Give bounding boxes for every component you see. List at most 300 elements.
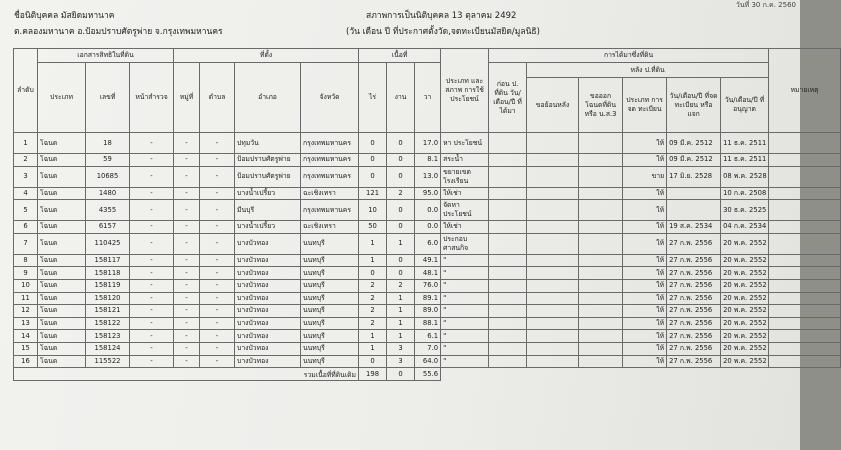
cell-usage: " [441, 342, 489, 355]
cell-reg-type: ให้ [623, 355, 667, 368]
row-no: 15 [14, 342, 38, 355]
cell-province: กรุงเทพมหานคร [301, 133, 359, 154]
cell-deed-request [579, 166, 623, 187]
cell-survey-page: - [130, 166, 174, 187]
cell-reg-type: ให้ [623, 187, 667, 200]
cell-deed-request [579, 305, 623, 318]
cell-survey-page: - [130, 330, 174, 343]
cell-rai: 121 [359, 187, 387, 200]
cell-reg-type: ให้ [623, 292, 667, 305]
cell-province: นนทบุรี [301, 267, 359, 280]
col-before-land-code: ก่อน ป. ที่ดิน วัน/ เดือน/ปี ที่ ได้มา [489, 63, 527, 133]
cell-wa: 6.0 [415, 233, 441, 254]
cell-tambon: - [200, 187, 235, 200]
cell-claim [527, 342, 579, 355]
cell-tambon: - [200, 221, 235, 234]
cell-tambon: - [200, 330, 235, 343]
cell-usage: จัดหา ประโยชน์ [441, 200, 489, 221]
entity-address: ต.คลองมหานาค อ.ป้อมปราบศัตรูพ่าย จ.กรุงเทพมหานคร [14, 27, 223, 37]
cell-permit-date: 20 พ.ค. 2552 [721, 305, 769, 318]
cell-reg-type: ขาย [623, 166, 667, 187]
cell-tambon: - [200, 267, 235, 280]
row-no: 1 [14, 133, 38, 154]
cell-wa: 89.0 [415, 305, 441, 318]
row-no: 8 [14, 254, 38, 267]
cell-usage: ให้เช่า [441, 187, 489, 200]
cell-deed-request [579, 292, 623, 305]
col-doc-type: ประเภท [38, 63, 86, 133]
cell-amphoe: มีนบุรี [235, 200, 301, 221]
cell-before [489, 200, 527, 221]
cell-before [489, 166, 527, 187]
cell-doc-no: 158120 [86, 292, 130, 305]
cell-doc-no: 158123 [86, 330, 130, 343]
cell-ngan: 2 [387, 187, 415, 200]
col-survey-page: หน้าสำรวจ [130, 63, 174, 133]
col-ngan: งาน [387, 63, 415, 133]
cell-deed-request [579, 221, 623, 234]
col-permit-date: วัน/เดือน/ปี ที่อนุญาต [721, 78, 769, 133]
cell-tambon: - [200, 200, 235, 221]
cell-rai: 1 [359, 254, 387, 267]
cell-remarks [769, 200, 841, 221]
cell-ngan: 2 [387, 279, 415, 292]
col-doc-no: เลขที่ [86, 63, 130, 133]
cell-survey-page: - [130, 233, 174, 254]
cell-moo: - [174, 292, 200, 305]
page-date: วันที่ 30 ก.ค. 2560 [735, 1, 796, 9]
cell-rai: 0 [359, 166, 387, 187]
cell-before [489, 221, 527, 234]
cell-permit-date: 10 ก.ค. 2508 [721, 187, 769, 200]
cell-wa: 6.1 [415, 330, 441, 343]
cell-province: ฉะเชิงเทรา [301, 221, 359, 234]
cell-doc-no: 6157 [86, 221, 130, 234]
cell-usage: " [441, 292, 489, 305]
cell-before [489, 254, 527, 267]
cell-amphoe: บางบัวทอง [235, 292, 301, 305]
cell-before [489, 267, 527, 280]
cell-permit-date: 20 พ.ค. 2552 [721, 330, 769, 343]
cell-reg-date: 27 ก.พ. 2556 [667, 305, 721, 318]
cell-wa: 8.1 [415, 154, 441, 167]
cell-amphoe: บางบัวทอง [235, 279, 301, 292]
row-no: 12 [14, 305, 38, 318]
cell-ngan: 3 [387, 355, 415, 368]
cell-remarks [769, 221, 841, 234]
cell-reg-date [667, 187, 721, 200]
cell-claim [527, 187, 579, 200]
cell-usage: " [441, 317, 489, 330]
land-register-table [13, 48, 841, 381]
cell-reg-date: 27 ก.พ. 2556 [667, 330, 721, 343]
cell-permit-date: 04 ก.ค. 2534 [721, 221, 769, 234]
cell-wa: 76.0 [415, 279, 441, 292]
cell-before [489, 317, 527, 330]
cell-deed-request [579, 267, 623, 280]
cell-moo: - [174, 330, 200, 343]
cell-permit-date: 20 พ.ค. 2552 [721, 254, 769, 267]
table-row [14, 254, 841, 267]
cell-reg-date: 27 ก.พ. 2556 [667, 254, 721, 267]
cell-ngan: 1 [387, 330, 415, 343]
cell-province: นนทบุรี [301, 317, 359, 330]
cell-survey-page: - [130, 254, 174, 267]
cell-moo: - [174, 133, 200, 154]
cell-remarks [769, 342, 841, 355]
cell-moo: - [174, 187, 200, 200]
cell-reg-date: 27 ก.พ. 2556 [667, 355, 721, 368]
cell-remarks [769, 267, 841, 280]
cell-remarks [769, 317, 841, 330]
cell-moo: - [174, 267, 200, 280]
cell-usage: ให้เช่า [441, 221, 489, 234]
cell-province: นนทบุรี [301, 254, 359, 267]
table-row [14, 133, 841, 154]
cell-province: ฉะเชิงเทรา [301, 187, 359, 200]
cell-doc-no: 158122 [86, 317, 130, 330]
entity-name: ชื่อนิติบุคคล มัสยิดมหานาค [14, 11, 115, 21]
cell-tambon: - [200, 292, 235, 305]
cell-permit-date: 20 พ.ค. 2552 [721, 279, 769, 292]
cell-before [489, 305, 527, 318]
cell-doc-type: โฉนด [38, 342, 86, 355]
cell-remarks [769, 330, 841, 343]
cell-rai: 0 [359, 267, 387, 280]
cell-reg-type: ให้ [623, 267, 667, 280]
cell-ngan: 3 [387, 342, 415, 355]
cell-doc-no: 158118 [86, 267, 130, 280]
col-province: จังหวัด [301, 63, 359, 133]
cell-usage: ประกอบ ศาสนกิจ [441, 233, 489, 254]
cell-survey-page: - [130, 200, 174, 221]
cell-province: กรุงเทพมหานคร [301, 154, 359, 167]
cell-reg-date: 17 มิ.ย. 2528 [667, 166, 721, 187]
cell-reg-type: ให้ [623, 254, 667, 267]
cell-reg-type: ให้ [623, 233, 667, 254]
cell-remarks [769, 254, 841, 267]
cell-tambon: - [200, 342, 235, 355]
cell-before [489, 330, 527, 343]
cell-reg-date [667, 200, 721, 221]
total-rai: 198 [359, 368, 387, 381]
cell-reg-date: 09 มี.ค. 2512 [667, 133, 721, 154]
cell-claim [527, 355, 579, 368]
cell-doc-no: 158117 [86, 254, 130, 267]
cell-wa: 7.0 [415, 342, 441, 355]
cell-rai: 50 [359, 221, 387, 234]
cell-ngan: 0 [387, 254, 415, 267]
cell-permit-date: 20 พ.ค. 2552 [721, 355, 769, 368]
cell-doc-no: 4355 [86, 200, 130, 221]
cell-rai: 2 [359, 317, 387, 330]
registration-note: (วัน เดือน ปี ที่ประกาศตั้งวัด,จดทะเบียนมัสยิด/มูลนิธิ) [346, 27, 540, 37]
cell-doc-type: โฉนด [38, 133, 86, 154]
cell-permit-date: 11 ธ.ค. 2511 [721, 154, 769, 167]
table-row [14, 200, 841, 221]
cell-reg-type: ให้ [623, 279, 667, 292]
cell-doc-no: 158119 [86, 279, 130, 292]
col-rai: ไร่ [359, 63, 387, 133]
cell-remarks [769, 187, 841, 200]
cell-before [489, 154, 527, 167]
cell-remarks [769, 279, 841, 292]
cell-usage: สระน้ำ [441, 154, 489, 167]
cell-remarks [769, 355, 841, 368]
cell-doc-no: 158124 [86, 342, 130, 355]
cell-doc-no: 115522 [86, 355, 130, 368]
cell-moo: - [174, 355, 200, 368]
cell-ngan: 1 [387, 305, 415, 318]
table-row [14, 305, 841, 318]
table-row [14, 154, 841, 167]
row-no: 11 [14, 292, 38, 305]
cell-province: กรุงเทพมหานคร [301, 166, 359, 187]
table-row [14, 166, 841, 187]
cell-moo: - [174, 233, 200, 254]
cell-rai: 1 [359, 233, 387, 254]
cell-usage: " [441, 254, 489, 267]
cell-permit-date: 30 ธ.ค. 2525 [721, 200, 769, 221]
col-group-location: ที่ตั้ง [174, 49, 359, 63]
cell-amphoe: บางบัวทอง [235, 305, 301, 318]
cell-ngan: 1 [387, 292, 415, 305]
cell-amphoe: บางบัวทอง [235, 233, 301, 254]
cell-deed-request [579, 233, 623, 254]
cell-reg-date: 27 ก.พ. 2556 [667, 267, 721, 280]
cell-amphoe: ป้อมปราบศัตรูพ่าย [235, 166, 301, 187]
cell-claim [527, 267, 579, 280]
cell-province: นนทบุรี [301, 233, 359, 254]
cell-usage: " [441, 279, 489, 292]
cell-reg-type: ให้ [623, 200, 667, 221]
cell-wa: 49.1 [415, 254, 441, 267]
cell-wa: 95.0 [415, 187, 441, 200]
cell-before [489, 133, 527, 154]
cell-doc-no: 10685 [86, 166, 130, 187]
table-row [14, 330, 841, 343]
cell-province: นนทบุรี [301, 305, 359, 318]
cell-claim [527, 200, 579, 221]
cell-survey-page: - [130, 279, 174, 292]
row-no: 10 [14, 279, 38, 292]
cell-permit-date: 20 พ.ค. 2552 [721, 292, 769, 305]
cell-deed-request [579, 342, 623, 355]
cell-province: นนทบุรี [301, 279, 359, 292]
cell-tambon: - [200, 154, 235, 167]
cell-province: นนทบุรี [301, 330, 359, 343]
cell-amphoe: บางน้ำเปรี้ยว [235, 221, 301, 234]
cell-deed-request [579, 279, 623, 292]
cell-wa: 89.1 [415, 292, 441, 305]
cell-doc-type: โฉนด [38, 221, 86, 234]
col-amphoe: อำเภอ [235, 63, 301, 133]
cell-amphoe: บางบัวทอง [235, 355, 301, 368]
cell-doc-no: 158121 [86, 305, 130, 318]
cell-reg-date: 27 ก.พ. 2556 [667, 342, 721, 355]
cell-deed-request [579, 330, 623, 343]
col-remarks: หมายเหตุ [769, 49, 841, 133]
cell-survey-page: - [130, 292, 174, 305]
cell-ngan: 0 [387, 221, 415, 234]
cell-tambon: - [200, 305, 235, 318]
cell-before [489, 233, 527, 254]
cell-deed-request [579, 200, 623, 221]
cell-reg-type: ให้ [623, 317, 667, 330]
cell-rai: 0 [359, 355, 387, 368]
cell-deed-request [579, 317, 623, 330]
cell-remarks [769, 292, 841, 305]
col-moo: หมู่ที่ [174, 63, 200, 133]
cell-claim [527, 330, 579, 343]
cell-wa: 13.0 [415, 166, 441, 187]
cell-wa: 88.1 [415, 317, 441, 330]
cell-tambon: - [200, 254, 235, 267]
cell-claim [527, 221, 579, 234]
cell-amphoe: ป้อมปราบศัตรูพ่าย [235, 154, 301, 167]
cell-remarks [769, 133, 841, 154]
cell-survey-page: - [130, 305, 174, 318]
table-row [14, 279, 841, 292]
cell-moo: - [174, 166, 200, 187]
row-no: 5 [14, 200, 38, 221]
table-body [14, 133, 841, 381]
cell-permit-date: 20 พ.ค. 2552 [721, 342, 769, 355]
cell-doc-no: 18 [86, 133, 130, 154]
cell-rai: 1 [359, 342, 387, 355]
cell-reg-type: ให้ [623, 342, 667, 355]
total-label: รวมเนื้อที่ที่ดินเดิม [14, 368, 359, 381]
cell-doc-type: โฉนด [38, 292, 86, 305]
total-ngan: 0 [387, 368, 415, 381]
cell-survey-page: - [130, 187, 174, 200]
table-row [14, 292, 841, 305]
cell-permit-date: 20 พ.ค. 2552 [721, 267, 769, 280]
cell-reg-type: ให้ [623, 133, 667, 154]
col-usage: ประเภท และสภาพ การใช้ ประโยชน์ [441, 49, 489, 133]
cell-ngan: 0 [387, 267, 415, 280]
cell-doc-type: โฉนด [38, 305, 86, 318]
table-row [14, 355, 841, 368]
cell-doc-type: โฉนด [38, 279, 86, 292]
cell-amphoe: บางบัวทอง [235, 317, 301, 330]
cell-wa: 17.0 [415, 133, 441, 154]
cell-deed-request [579, 187, 623, 200]
cell-moo: - [174, 342, 200, 355]
cell-reg-date: 09 มี.ค. 2512 [667, 154, 721, 167]
cell-doc-no: 1480 [86, 187, 130, 200]
cell-amphoe: ปทุมวัน [235, 133, 301, 154]
cell-doc-no: 59 [86, 154, 130, 167]
cell-ngan: 0 [387, 154, 415, 167]
cell-doc-type: โฉนด [38, 254, 86, 267]
cell-rai: 0 [359, 133, 387, 154]
row-no: 2 [14, 154, 38, 167]
cell-doc-type: โฉนด [38, 330, 86, 343]
cell-usage: หา ประโยชน์ [441, 133, 489, 154]
cell-doc-type: โฉนด [38, 166, 86, 187]
cell-province: นนทบุรี [301, 342, 359, 355]
cell-moo: - [174, 317, 200, 330]
cell-doc-type: โฉนด [38, 267, 86, 280]
cell-moo: - [174, 154, 200, 167]
cell-province: กรุงเทพมหานคร [301, 200, 359, 221]
total-row [14, 368, 841, 381]
cell-survey-page: - [130, 133, 174, 154]
cell-wa: 0.0 [415, 200, 441, 221]
table-row [14, 187, 841, 200]
col-deed-request: ขอออก โฉนดที่ดิน หรือ น.ส.3 [579, 78, 623, 133]
cell-wa: 64.0 [415, 355, 441, 368]
cell-claim [527, 133, 579, 154]
cell-reg-type: ให้ [623, 305, 667, 318]
total-wa: 55.6 [415, 368, 441, 381]
cell-rai: 2 [359, 292, 387, 305]
cell-claim [527, 154, 579, 167]
cell-reg-type: ให้ [623, 221, 667, 234]
row-no: 6 [14, 221, 38, 234]
cell-reg-type: ให้ [623, 330, 667, 343]
cell-claim [527, 305, 579, 318]
cell-survey-page: - [130, 154, 174, 167]
cell-permit-date: 11 ธ.ค. 2511 [721, 133, 769, 154]
cell-amphoe: บางบัวทอง [235, 330, 301, 343]
row-no: 13 [14, 317, 38, 330]
cell-usage: " [441, 355, 489, 368]
cell-claim [527, 279, 579, 292]
cell-rai: 10 [359, 200, 387, 221]
cell-moo: - [174, 254, 200, 267]
row-no: 16 [14, 355, 38, 368]
table-row [14, 317, 841, 330]
row-no: 14 [14, 330, 38, 343]
cell-before [489, 292, 527, 305]
cell-reg-date: 27 ก.พ. 2556 [667, 292, 721, 305]
cell-reg-date: 27 ก.พ. 2556 [667, 317, 721, 330]
cell-before [489, 342, 527, 355]
cell-reg-date: 27 ก.พ. 2556 [667, 279, 721, 292]
cell-doc-type: โฉนด [38, 187, 86, 200]
cell-rai: 1 [359, 330, 387, 343]
cell-usage: ขยายเขต โรงเรียน [441, 166, 489, 187]
table-row [14, 221, 841, 234]
col-group-docs: เอกสารสิทธิในที่ดิน [38, 49, 174, 63]
cell-survey-page: - [130, 317, 174, 330]
cell-permit-date: 20 พ.ค. 2552 [721, 317, 769, 330]
cell-survey-page: - [130, 342, 174, 355]
registration-status: สภาพการเป็นนิติบุคคล 13 ตุลาคม 2492 [366, 11, 517, 21]
cell-usage: " [441, 305, 489, 318]
cell-claim [527, 292, 579, 305]
row-no: 7 [14, 233, 38, 254]
cell-amphoe: บางบัวทอง [235, 342, 301, 355]
cell-reg-date: 27 ก.พ. 2556 [667, 233, 721, 254]
table-row [14, 267, 841, 280]
cell-moo: - [174, 200, 200, 221]
col-no: ลำดับ [14, 49, 38, 133]
cell-moo: - [174, 221, 200, 234]
col-group-area: เนื้อที่ [359, 49, 441, 63]
cell-tambon: - [200, 279, 235, 292]
cell-remarks [769, 233, 841, 254]
cell-deed-request [579, 133, 623, 154]
cell-moo: - [174, 279, 200, 292]
cell-amphoe: บางน้ำเปรี้ยว [235, 187, 301, 200]
cell-tambon: - [200, 317, 235, 330]
col-tambon: ตำบล [200, 63, 235, 133]
col-reg-type: ประเภท การจด ทะเบียน [623, 78, 667, 133]
cell-reg-type: ให้ [623, 154, 667, 167]
